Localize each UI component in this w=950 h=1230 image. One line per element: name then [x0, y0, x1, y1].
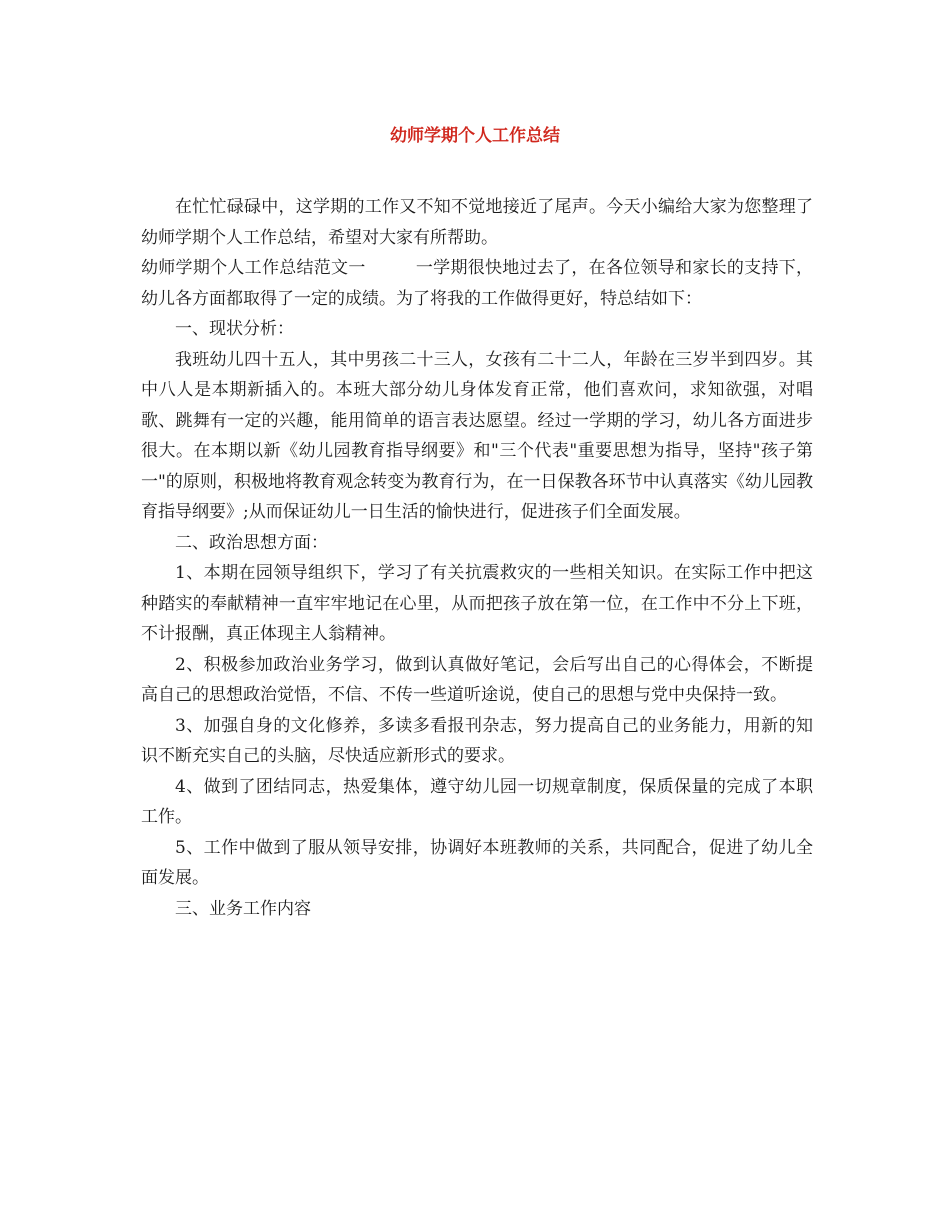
section-heading-2: 二、政治思想方面：	[175, 532, 328, 553]
list-item: 4、做到了团结同志，热爱集体，遵守幼儿园一切规章制度，保质保量的完成了本职工作。	[141, 776, 813, 827]
sample-paragraph	[141, 253, 813, 314]
section-1-paragraph: 我班幼儿四十五人，其中男孩二十三人，女孩有二十二人，年龄在三岁半到四岁。其中八人是本期新插入的。本班大部分幼儿身体发育正常，他们喜欢问，求知欲强，对唱歌、跳舞有一定的兴趣，能用简单的语言表达愿望。经过一学期的学习，幼儿各方面进步很大。在本期以新《幼儿园教育指导纲要》和"三个代表"重要思想为指导，坚持"孩子第一"的原则，积极地将教育观念转变为教育行为，在一日保教各环节中认真落实《幼儿园教育指导纲要》;从而保证幼儿一日生活的愉快进行，促进孩子们全面发展。	[141, 349, 813, 522]
list-item: 3、加强自身的文化修养，多读多看报刊杂志，努力提高自己的业务能力，用新的知识不断充实自己的头脑，尽快适应新形式的要求。	[141, 715, 813, 766]
document-title: 幼师学期个人工作总结	[390, 126, 560, 146]
section-heading-1: 一、现状分析：	[175, 319, 294, 339]
list-item: 2、积极参加政治业务学习，做到认真做好笔记，会后写出自己的心得体会，不断提高自己的思想政治觉悟，不信、不传一些道听途说，使自己的思想与党中央保持一致。	[141, 654, 813, 705]
section-heading-3: 三、业务工作内容	[175, 898, 311, 919]
sample-opening: 一学期很快地过去了，在各位领导和家长的支持下，幼儿各方面都取得了一定的成绩。为了将我的工作做得更好，特总结如下：	[141, 258, 814, 309]
list-item: 1、本期在园领导组织下，学习了有关抗震救灾的一些相关知识。在实际工作中把这种踏实的奉献精神一直牢牢地记在心里，从而把孩子放在第一位，在工作中不分上下班，不计报酬，真正体现主人翁精神。	[141, 563, 813, 644]
intro-paragraph: 在忙忙碌碌中，这学期的工作又不知不觉地接近了尾声。今天小编给大家为您整理了幼师学期个人工作总结，希望对大家有所帮助。	[141, 197, 813, 248]
list-item: 5、工作中做到了服从领导安排，协调好本班教师的关系，共同配合，促进了幼儿全面发展。	[141, 837, 813, 888]
sample-heading: 幼师学期个人工作总结范文一	[141, 258, 366, 278]
document-body	[141, 192, 813, 924]
